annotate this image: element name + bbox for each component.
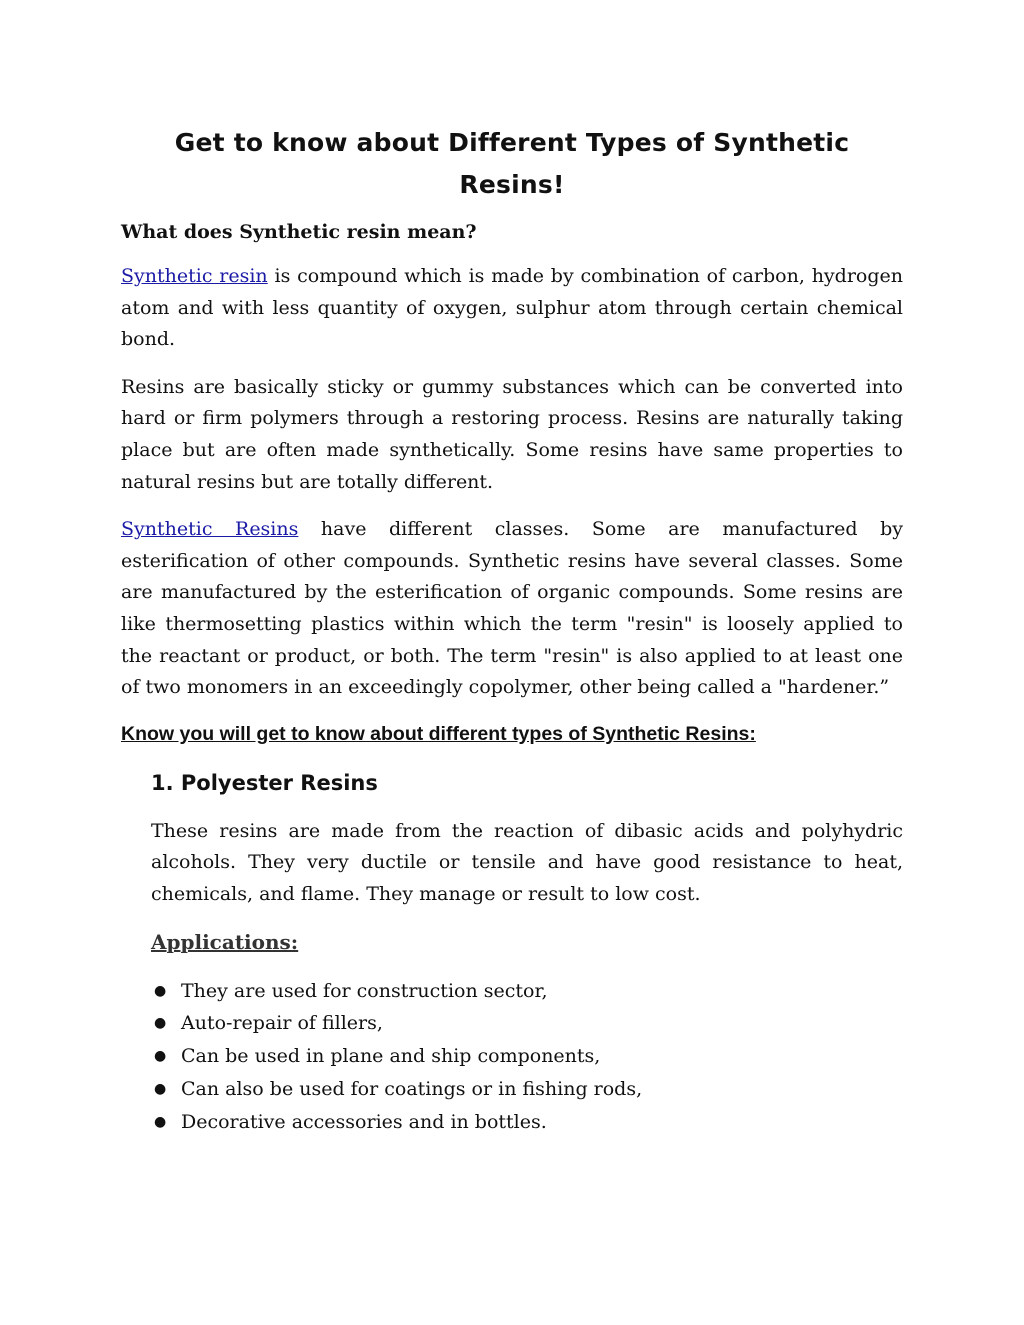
list-item: ● Can also be used for coatings or in fishing rods, [121,1073,903,1106]
applications-heading: Applications: [151,929,299,954]
section-polyester [151,768,903,957]
bullet-icon: ● [154,1048,167,1065]
subheading: What does Synthetic resin mean? [121,221,477,243]
document-title: Get to know about Different Types of Synthetic Resins! [174,128,850,199]
paragraph-resins-text: Resins are basically sticky or gummy substances which can be converted into hard or firm polymers through a restoring process. Resins are naturally taking place but are often made synthetically. Some resins have same properties to natural resins but are totally different. [121,375,903,493]
bullet-icon: ● [154,1113,167,1130]
bullet-icon: ● [154,982,167,999]
applications-list [121,975,903,1139]
paragraph-resins [121,372,903,498]
list-item: ● They are used for construction sector, [121,975,903,1008]
paragraph-classes [121,514,903,704]
synthetic-resins-link[interactable]: Synthetic Resins [121,518,299,541]
types-heading: Know you will get to know about different types of Synthetic Resins: [121,722,756,745]
document-page [121,122,903,1138]
list-item: ● Can be used in plane and ship components, [121,1040,903,1073]
paragraph-definition [121,261,903,356]
section-heading-polyester: 1. Polyester Resins [151,770,378,795]
paragraph-polyester [151,816,903,911]
paragraph-polyester-text: These resins are made from the reaction of dibasic acids and polyhydric alcohols. They very ductile or tensile and have good resistance to heat, chemicals, and flame. They manage or result to low cost. [151,819,903,905]
paragraph-definition-text: is compound which is made by combination of carbon, hydrogen atom and with less quantity of oxygen, sulphur atom through certain chemical bond. [121,265,903,351]
list-item: ● Auto-repair of fillers, [121,1007,903,1040]
bullet-icon: ● [154,1015,167,1032]
synthetic-resin-link[interactable]: Synthetic resin [121,265,268,287]
paragraph-classes-text: have different classes. Some are manufactured by esterification of other compounds. Synthetic resins have several classes. Some are manufactured by the esterification of organic compounds. Some resins are like thermosetting plastics within which the term "resin" is loosely applied to the reactant or product, or both. The term "resin" is also applied to at least one of two monomers in an exceedingly copolymer, other being called a "hardener.” [121,518,903,699]
list-item: ● Decorative accessories and in bottles. [121,1106,903,1139]
bullet-icon: ● [154,1080,167,1097]
